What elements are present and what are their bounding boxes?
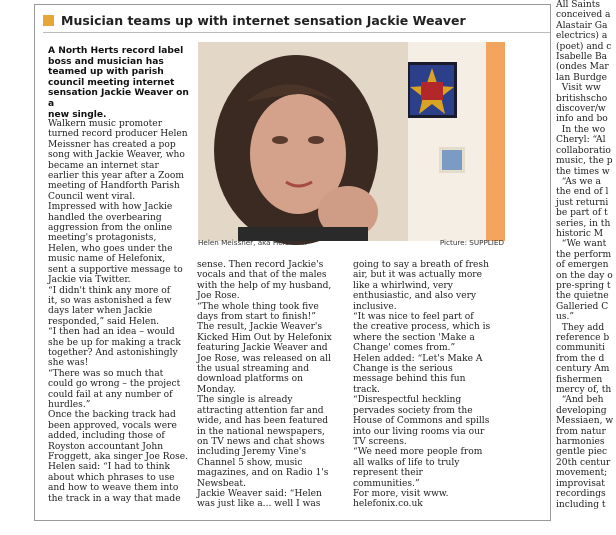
headline-rule [43,32,550,33]
photo-caption: Helen Meissner, aka Helefonix [198,238,307,247]
body-column-1: Walkern music promoter turned record producer Helen Meissner has created a pop song with Jackie Weaver, who became an internet star earlier this year after a Zoom meeting of Handforth Parish Council went viral. Impressed with how Jackie handled the overbearing aggression from the online meeting's protagonists, Helen, who goes under the music name of Helefonix, sent a supportive message to Jackie via Twitter. “I didn't think any more of it, so was astonished a few days later when Jackie responded,” said Helen. “I then had an idea – would she be up for making a track together? And astonishingly she was! “There was so much that could go wrong – the project could fail at any number of hurdles.” Once the backing track had been approved, vocals were added, including those of Royston accountant John Froggett, aka singer Joe Rose. Helen said: “I had to think about which phrases to use and how to weave them into the track in a way that made [48,119,189,504]
standfirst: A North Herts record label boss and musician has teamed up with parish council meeting internet sensation Jackie Weaver on a new single. [48,46,189,120]
body-column-3: going to say a breath of fresh air, but it was actually more like a whirlwind, very enthusiastic, and also very inclusive. “It was nice to feel part of the creative process, which is where the section 'Make a Change' comes from.” Helen added: “Let's Make A Change is the serious message behind this fun track. “Disrespectful heckling pervades society from the House of Commons and spills into our living rooms via our TV screens. “We need more people from all walks of life to truly represent their communities.” For more, visit www. helefonix.co.uk [353,260,491,510]
headline: Musician teams up with internet sensation Jackie Weaver [61,12,466,28]
body-column-2: sense. Then record Jackie's vocals and that of the males with the help of my husband, Joe Rose. “The whole thing took five days from start to finish!” The result, Jackie Weaver's Kicked Him Out by Helefonix featuring Jackie Weaver and Joe Rose, was released on all the usual streaming and download platforms on Monday. The single is already attracting attention far and wide, and has been featured in the national newspapers, on TV news and chat shows including Jeremy Vine's Channel 5 show, music magazines, and on Radio 1's Newsbeat. Jackie Weaver said: “Helen was just like a... well I was [197,260,332,510]
portrait-image [198,42,505,241]
article-photo [198,42,505,241]
photo-credit: Picture: SUPPLIED [439,238,504,247]
headline-row [43,11,550,29]
headline-marker [43,15,54,26]
adjacent-article-column: All Saints conceived a Alastair Ga electrics) a (poet) and c Isabelle Ba (ondes Mar lan Burdge Visit ww britishscho discover/w info and bo In the wo Cheryl: “Al collaboratio music, the p the times w “As we a the end of l just returni be part of t series, in th historic M “We want the perform of emergen on the day o pre-spring t the quietne Galleried C us.” They add reference b communiti from the d century Am fishermen mercy of, th “And beh developing Messiaen, w from natur harmonies gentle piec 20th centur movement; improvisat recordings including t [556,0,614,510]
